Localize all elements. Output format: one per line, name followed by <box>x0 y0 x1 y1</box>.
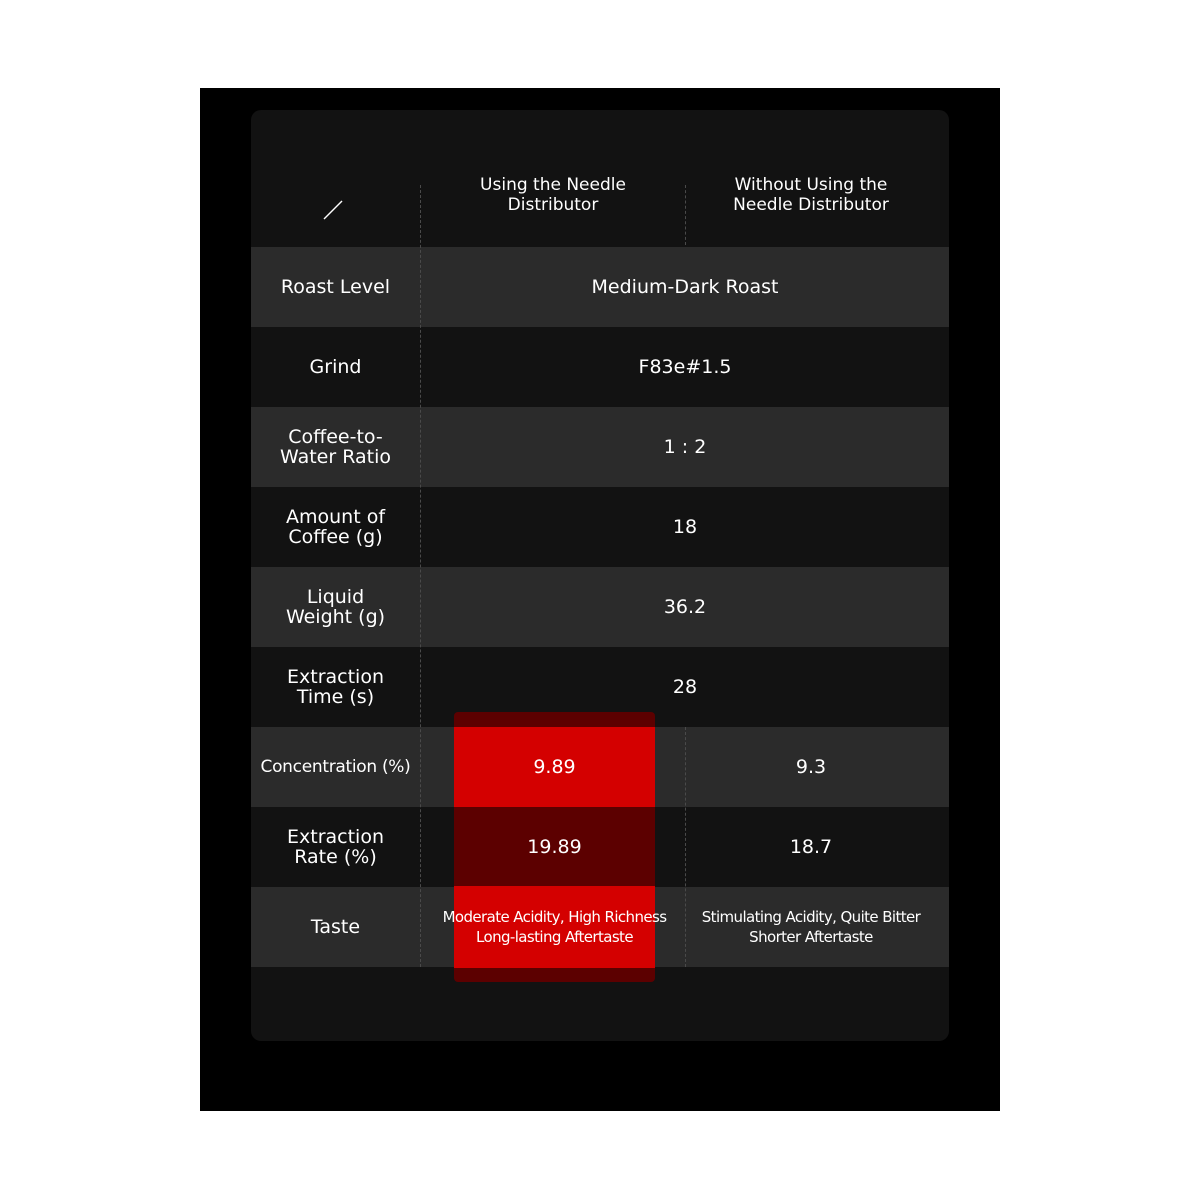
label-liquid-weight: Liquid Weight (g) <box>285 586 386 628</box>
value-taste-without: Stimulating Acidity, Quite Bitter Shorter Aftertaste <box>701 908 921 946</box>
value-grind: F83e#1.5 <box>638 356 732 378</box>
value-extraction-time: 28 <box>672 676 698 698</box>
label-extraction-rate: Extraction Rate (%) <box>287 826 384 868</box>
label-taste: Taste <box>310 916 361 938</box>
value-extraction-rate-without: 18.7 <box>789 836 833 858</box>
label-extraction-time: Extraction Time (s) <box>287 666 384 708</box>
label-amount-coffee: Amount of Coffee (g) <box>285 506 386 548</box>
label-concentration: Concentration (%) <box>260 757 411 777</box>
value-concentration-without: 9.3 <box>795 756 827 778</box>
value-liquid-weight: 36.2 <box>663 596 707 618</box>
corner-slash-icon <box>322 199 344 221</box>
label-roast-level: Roast Level <box>280 276 391 298</box>
value-extraction-rate-with: 19.89 <box>527 836 582 858</box>
label-ratio: Coffee-to- Water Ratio <box>280 426 391 468</box>
value-concentration-with: 9.89 <box>533 756 576 778</box>
value-ratio: 1 : 2 <box>663 436 707 458</box>
value-taste-with: Moderate Acidity, High Richness Long-lasting Aftertaste <box>442 908 667 946</box>
value-amount-coffee: 18 <box>672 516 698 538</box>
header-without-distributor: Without Using the Needle Distributor <box>733 175 889 215</box>
value-roast-level: Medium-Dark Roast <box>591 276 779 298</box>
label-grind: Grind <box>309 356 362 378</box>
header-with-distributor: Using the Needle Distributor <box>480 175 626 215</box>
